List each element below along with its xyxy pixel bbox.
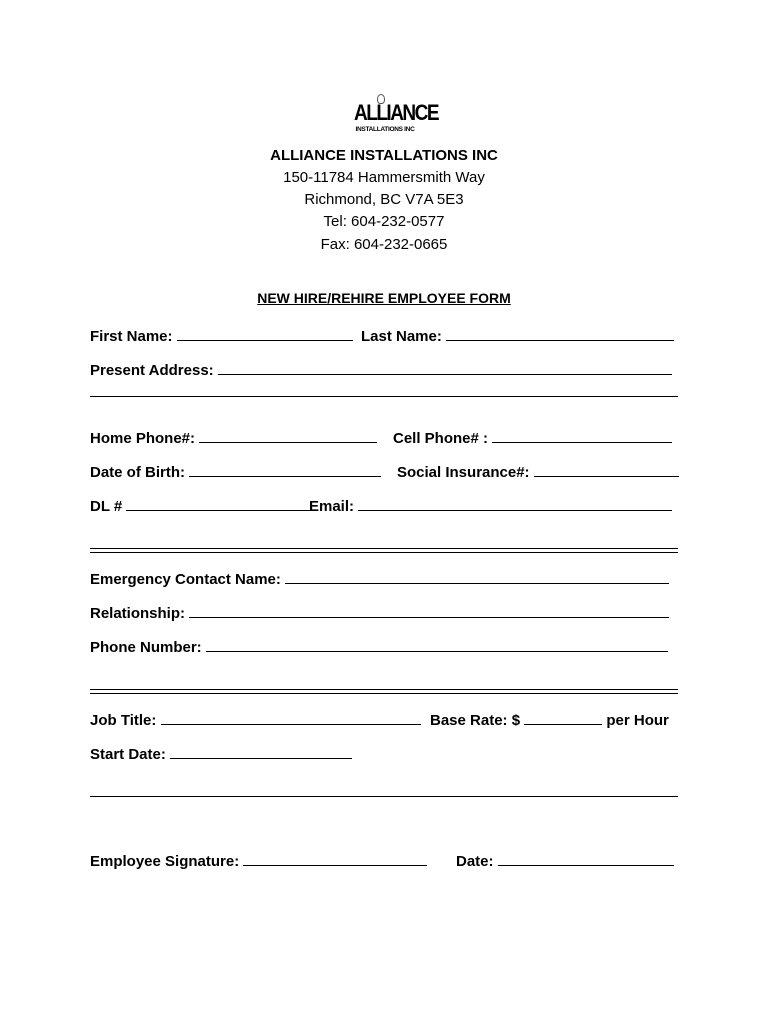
last-name-input-line[interactable]	[446, 325, 674, 341]
company-tel: Tel: 604-232-0577	[323, 213, 445, 230]
first-name-label: First Name:	[90, 328, 173, 345]
cell-phone-input-line[interactable]	[492, 427, 672, 443]
dl-label: DL #	[90, 498, 123, 515]
social-insurance-input-line[interactable]	[534, 461, 679, 477]
start-date-input-line[interactable]	[170, 743, 352, 759]
job-title-field	[90, 709, 421, 730]
employee-signature-input-line[interactable]	[243, 850, 427, 866]
phone-number-field	[90, 636, 668, 657]
form-title: NEW HIRE/REHIRE EMPLOYEE FORM	[257, 290, 511, 306]
company-fax: Fax: 604-232-0665	[320, 236, 448, 253]
employee-signature-field	[90, 850, 427, 871]
company-logo	[354, 94, 439, 142]
base-rate-label: Base Rate: $	[430, 712, 521, 729]
present-address-input-line[interactable]	[218, 359, 672, 375]
email-label: Email:	[309, 498, 355, 515]
per-hour-label: per Hour	[606, 712, 669, 729]
dl-field	[90, 495, 310, 516]
last-name-field	[361, 325, 674, 346]
signature-date-label: Date:	[456, 853, 494, 870]
employee-signature-label: Employee Signature:	[90, 853, 240, 870]
relationship-label: Relationship:	[90, 605, 186, 622]
base-rate-field	[430, 709, 669, 730]
first-name-field	[90, 325, 353, 346]
date-of-birth-input-line[interactable]	[189, 461, 381, 477]
emergency-contact-input-line[interactable]	[285, 568, 669, 584]
present-address-field	[90, 359, 672, 380]
dl-input-line[interactable]	[126, 495, 310, 511]
section-divider-1	[90, 548, 678, 553]
section-divider-3	[90, 796, 678, 797]
phone-number-input-line[interactable]	[206, 636, 668, 652]
date-of-birth-label: Date of Birth:	[90, 464, 185, 481]
last-name-label: Last Name:	[361, 328, 442, 345]
relationship-input-line[interactable]	[189, 602, 669, 618]
emergency-contact-label: Emergency Contact Name:	[90, 571, 281, 588]
phone-number-label: Phone Number:	[90, 639, 202, 656]
section-divider-2	[90, 689, 678, 694]
logo-wordmark: ALLIANCE	[354, 101, 439, 126]
email-field	[309, 495, 672, 516]
cell-phone-label: Cell Phone# :	[393, 430, 489, 447]
home-phone-input-line[interactable]	[199, 427, 377, 443]
home-phone-label: Home Phone#:	[90, 430, 196, 447]
job-title-label: Job Title:	[90, 712, 157, 729]
first-name-input-line[interactable]	[177, 325, 353, 341]
start-date-label: Start Date:	[90, 746, 166, 763]
date-of-birth-field	[90, 461, 381, 482]
home-phone-field	[90, 427, 377, 448]
company-address-line2: Richmond, BC V7A 5E3	[304, 191, 464, 208]
company-address-line1: 150-11784 Hammersmith Way	[283, 169, 485, 186]
company-name: ALLIANCE INSTALLATIONS INC	[270, 147, 498, 164]
signature-date-field	[456, 850, 674, 871]
social-insurance-label: Social Insurance#:	[397, 464, 530, 481]
relationship-field	[90, 602, 669, 623]
start-date-field	[90, 743, 352, 764]
emergency-contact-field	[90, 568, 669, 589]
signature-date-input-line[interactable]	[498, 850, 674, 866]
cell-phone-field	[393, 427, 672, 448]
base-rate-input-line[interactable]	[524, 709, 602, 725]
email-input-line[interactable]	[358, 495, 672, 511]
address-continuation-line[interactable]	[90, 396, 678, 397]
social-insurance-field	[397, 461, 679, 482]
logo-subline: INSTALLATIONS INC	[355, 126, 415, 133]
job-title-input-line[interactable]	[161, 709, 421, 725]
present-address-label: Present Address:	[90, 362, 214, 379]
